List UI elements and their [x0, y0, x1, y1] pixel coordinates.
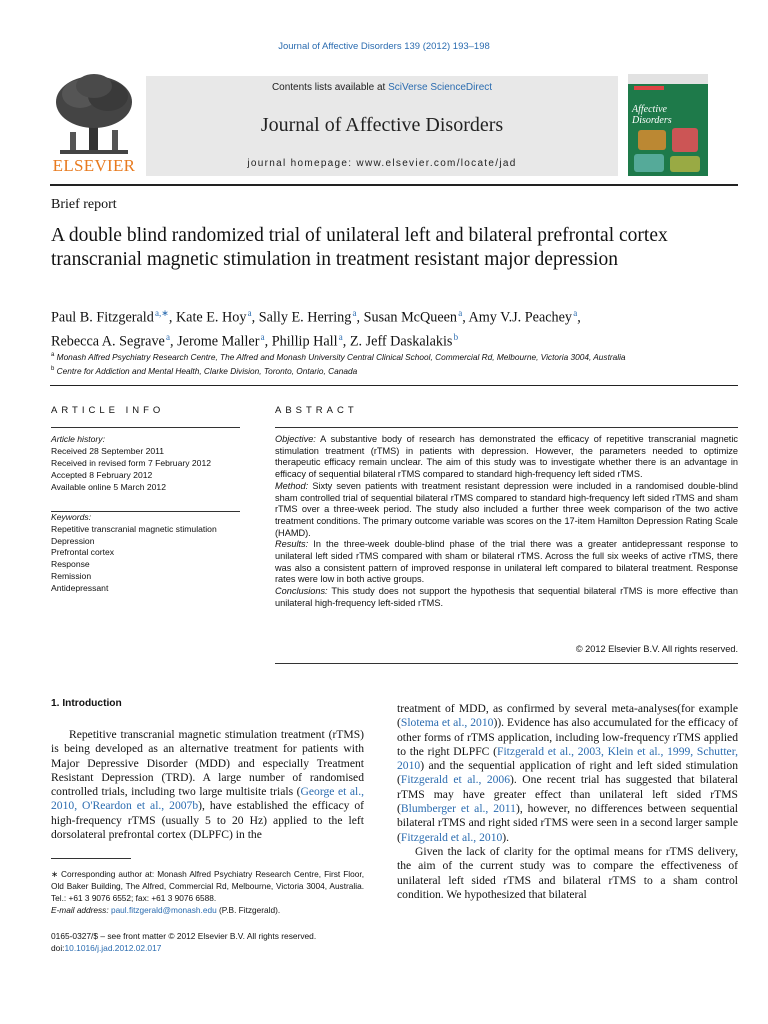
- article-history: [51, 433, 241, 493]
- keyword-item: Remission: [51, 570, 92, 581]
- abstract-method-label: Method:: [275, 480, 309, 491]
- history-item: Received in revised form 7 February 2012: [51, 458, 212, 468]
- history-item: Available online 5 March 2012: [51, 482, 166, 492]
- keyword-item: Antidepressant: [51, 582, 109, 593]
- issn-doi: [51, 930, 316, 954]
- doi-prefix: doi:: [51, 943, 65, 953]
- author-list: Paul B. Fitzgerald $^{a,∗}$, Kate E. Hoy $^a$, Sally E. Herring $^a$, Susan McQueen $^a$, Amy V.J. Peachey $^a$, Rebecca A. Segrave $^a$, Jerome Maller $^a$, Phillip Hall $^a$, Z. Jeff Daskalakis $^b$: [51, 308, 581, 350]
- footnote-text: Corresponding author at: Monash Alfred Psychiatry Research Centre, First Floor, Old Baker Building, The Alfred, Commercial Rd, Melbourne, Victoria 3004, Australia. Tel.: +61 3 9076 6552; fax: +61 3 9076 6588.: [51, 869, 364, 903]
- intro-text: ). One recent trial has suggested that bilateral rTMS may have greater effect than unilateral left sided rTMS (: [397, 773, 738, 816]
- affiliation-item: [51, 363, 731, 377]
- keyword-item: Repetitive transcranial magnetic stimulation: [51, 523, 217, 534]
- author-affiliation-marker[interactable]: a: [338, 331, 343, 342]
- affiliation-text: Monash Alfred Psychiatry Research Centre, The Alfred and Monash University Central Clinical School, Commercial Rd, Melbourne, Victoria 3004, Australia: [56, 351, 626, 362]
- keyword-item: Response: [51, 559, 90, 570]
- abstract-method: Sixty seven patients with treatment resistant depression were included in a randomised double-blind sham controlled trial of sequential bilateral rTMS compared to standard high-frequency left sided rTMS and sham rTMS over a three-week period. The study also included a further three week comparison of the two active treatment conditions. The primary outcome variable was scores on the 17-item Hamilton Depression Rating Scale (HAMD).: [275, 480, 738, 538]
- footnote-marker: ∗: [51, 869, 58, 879]
- intro-text: ) and the sequential application of right and left sided stimulation (: [397, 759, 738, 787]
- author-name: Susan McQueen: [363, 309, 458, 326]
- email-label: E-mail address:: [51, 905, 109, 915]
- author-name: Z. Jeff Daskalakis: [349, 333, 453, 350]
- abstract-objective-label: Objective:: [275, 434, 316, 444]
- publisher-logo-text: ELSEVIER: [52, 156, 136, 175]
- abstract-rule: [275, 427, 738, 428]
- intro-text: )). Evidence has also accumulated for the efficacy of other forms of rTMS application, including low-frequency rTMS applied to the right DLPFC (: [397, 716, 738, 758]
- journal-citation[interactable]: Journal of Affective Disorders 139 (2012) 193–198: [278, 41, 490, 52]
- article-info-rule: [51, 427, 240, 428]
- contents-line: [146, 82, 618, 93]
- intro-paragraph: Given the lack of clarity for the optimal means for rTMS delivery, the aim of the current study was to compare the effectiveness of unilateral left sided rTMS and bilateral rTMS to a sham control condition. We hypothesized that bilateral: [397, 844, 738, 901]
- sciencedirect-link[interactable]: SciVerse ScienceDirect: [388, 82, 493, 93]
- footnote-rule: [51, 858, 131, 859]
- corresponding-author-footnote: [51, 868, 364, 916]
- author-affiliation-marker[interactable]: a: [352, 308, 357, 318]
- history-label: Article history:: [51, 434, 105, 444]
- affiliation-marker: a: [51, 352, 55, 358]
- affiliation-text: Centre for Addiction and Mental Health, Clarke Division, Toronto, Ontario, Canada: [56, 365, 358, 376]
- homepage-url[interactable]: www.elsevier.com/locate/jad: [356, 158, 517, 169]
- doi-link[interactable]: 10.1016/j.jad.2012.02.017: [64, 943, 162, 953]
- keyword-item: Depression: [51, 535, 95, 546]
- abstract-body: [275, 434, 738, 610]
- article-title: A double blind randomized trial of unilateral left and bilateral prefrontal cortex transcranial magnetic stimulation in treatment resistant major depression: [51, 225, 668, 270]
- author-affiliation-marker[interactable]: a: [458, 308, 463, 318]
- author-name: Kate E. Hoy: [175, 309, 247, 326]
- abstract-conclusions: This study does not support the hypothesis that sequential bilateral rTMS is more effective than unilateral high-frequency left-sided rTMS.: [275, 586, 738, 608]
- author-affiliation-marker[interactable]: a: [247, 308, 252, 318]
- author-affiliation-marker[interactable]: a: [260, 331, 265, 342]
- journal-name: Journal of Affective Disorders: [260, 114, 504, 136]
- history-item: Accepted 8 February 2012: [51, 470, 153, 480]
- article-type: Brief report: [51, 197, 117, 212]
- affiliation-marker: b: [51, 365, 55, 372]
- author-name: Amy V.J. Peachey: [468, 309, 573, 326]
- author-name: Rebecca A. Segrave: [51, 333, 165, 350]
- contents-prefix: Contents lists available at: [271, 82, 389, 93]
- citation-link[interactable]: Fitzgerald et al., 2010: [400, 830, 503, 844]
- citation-link[interactable]: George et al., 2010, O'Reardon et al., 2007b: [51, 785, 364, 813]
- journal-cover-image: [628, 74, 708, 176]
- keywords-label: Keywords:: [51, 512, 92, 522]
- abstract-results: In the three-week double-blind phase of the trial there was a greater antidepressant response to unilateral left sided rTMS compared with sham or bilateral rTMS. Across the full six weeks of active rTMS, there was also a consistent pattern of improved response in unilateral left compared to bilateral treatment. Response rates were low in both active groups.: [275, 539, 738, 585]
- intro-text: ).: [502, 830, 510, 844]
- author-name: Phillip Hall: [271, 333, 338, 350]
- abstract-heading: ABSTRACT: [275, 405, 358, 416]
- author-name: Sally E. Herring: [258, 309, 352, 326]
- abstract-objective: A substantive body of research has demonstrated the efficacy of repetitive transcranial magnetic stimulation treatment (rTMS) in patients with depression. However, the parameters needed to optimize therapeutic efficacy remain unclear. The aim of this study was to investigate whether there is an advantage in efficacy of sequential bilateral rTMS compared to standard high-frequency left sided rTMS.: [275, 434, 738, 480]
- author-email-link[interactable]: paul.fitzgerald@monash.edu: [110, 905, 217, 915]
- author-name: Jerome Maller: [177, 333, 260, 350]
- intro-paragraph: [397, 702, 738, 845]
- author-affiliation-marker[interactable]: a: [573, 308, 578, 318]
- citation-link[interactable]: Slotema et al., 2010: [400, 716, 494, 730]
- masthead-box: [146, 76, 618, 176]
- affiliation-item: [51, 349, 731, 363]
- author-affiliation-marker[interactable]: b: [453, 331, 459, 342]
- author-affiliation-marker[interactable]: a,∗: [155, 308, 169, 318]
- section-rule: [50, 385, 738, 386]
- header-rule: [50, 184, 738, 186]
- abstract-results-label: Results:: [275, 539, 309, 550]
- abstract-copyright: © 2012 Elsevier B.V. All rights reserved.: [575, 644, 738, 654]
- article-info-heading: ARTICLE INFO: [51, 405, 165, 416]
- abstract-conclusions-label: Conclusions:: [275, 586, 328, 597]
- doi-line: [51, 942, 316, 954]
- homepage-line: [146, 158, 618, 169]
- intro-paragraph-left: [51, 728, 364, 842]
- intro-right-column: [397, 702, 738, 902]
- issn-line: 0165-0327/$ – see front matter © 2012 Elsevier B.V. All rights reserved.: [51, 931, 317, 941]
- citation-link[interactable]: Fitzgerald et al., 2003, Klein et al., 1999, Schutter, 2010: [397, 744, 738, 773]
- intro-text: Repetitive transcranial magnetic stimulation treatment (rTMS) is being developed as an alternative treatment for patients with Major Depressive Disorder (MDD) and especially Treatment Resistant Depression (TRD). A large number of randomised controlled trials, including two large multisite trials (: [51, 728, 364, 799]
- abstract-bottom-rule: [275, 663, 738, 664]
- tree-logo-icon: [50, 72, 138, 180]
- intro-text: ), however, no differences between sequential bilateral rTMS and right sided rTMS were seen in a second larger sample (: [397, 802, 739, 844]
- affiliations: [51, 349, 731, 377]
- keyword-item: Prefrontal cortex: [51, 547, 115, 558]
- intro-text: treatment of MDD, as confirmed by several meta-analyses(for example (: [397, 702, 738, 730]
- email-suffix: (P.B. Fitzgerald).: [216, 905, 281, 915]
- masthead: [50, 72, 738, 180]
- cover-title: Affective Disorders: [632, 104, 672, 126]
- homepage-prefix: journal homepage:: [247, 158, 357, 169]
- keywords: [51, 512, 241, 595]
- citation-link[interactable]: Blumberger et al., 2011: [400, 802, 516, 816]
- author-name: Paul B. Fitzgerald: [51, 309, 154, 326]
- section-heading-introduction: 1. Introduction: [51, 698, 122, 709]
- history-item: Received 28 September 2011: [51, 446, 165, 456]
- citation-link[interactable]: Fitzgerald et al., 2006: [400, 773, 511, 787]
- author-affiliation-marker[interactable]: a: [166, 331, 171, 342]
- intro-text: ), have established the efficacy of high-frequency rTMS (usually 5 to 20 Hz) applied to the left dorsolateral prefrontal cortex (DLPFC) in the: [51, 799, 365, 842]
